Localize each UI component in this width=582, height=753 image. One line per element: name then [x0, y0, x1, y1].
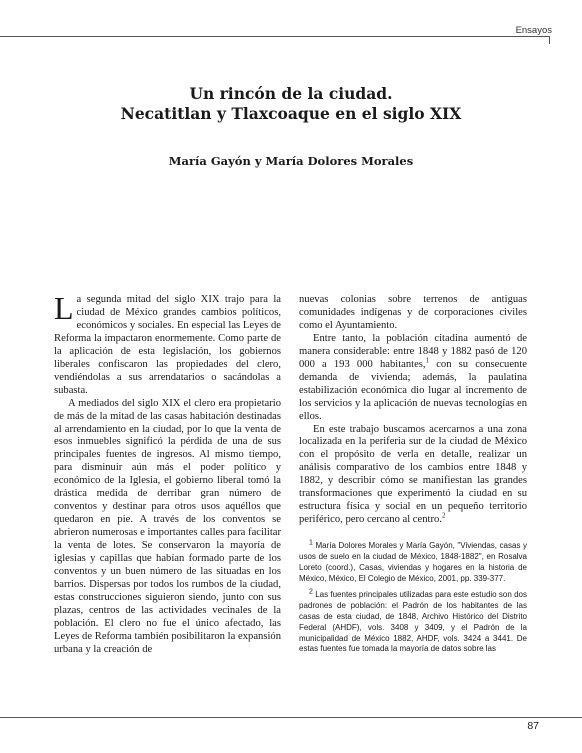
footnote-ref-1[interactable]: 1	[425, 356, 430, 365]
paragraph-4-text-a: Entre tanto, la población citadina aumentó de manera considerable: entre 1848 y 1882 pasó de 120 000 a 193 000 habitantes,	[299, 332, 527, 370]
footnote-2-text: Las fuentes principales utilizadas para este estudio son dos padrones de población: el Padrón de los habitantes de las casas de esta ciudad, de 1848, Archivo Histórico del Distrito Federal (AHDF), vols. 3408 y 3409, y el Padrón de la municipalidad de México 1882, AHDF, vols. 3424 a 3441. De estas fuentes fue tomada la mayoría de datos sobre las	[299, 590, 527, 654]
footnote-2-number: 2	[309, 588, 313, 596]
paragraph-5	[299, 424, 527, 528]
paragraph-5-text: En este trabajo buscamos acercarnos a una zona localizada en la periferia sur de la ciudad de México con el propósito de verla en detalle, realizar un análisis comparativo de los cambios entre 1848 y 1882, y describir cómo se manifiestan las grandes transformaciones que experimentó la ciudad en su estructura física y social en un pequeño territorio periférico, pero cercano al centro.	[299, 423, 527, 526]
section-label: Ensayos	[512, 25, 552, 36]
title-line-1: Un rincón de la ciudad.	[189, 84, 393, 103]
footnote-2	[299, 590, 527, 655]
footer-rule	[0, 717, 582, 718]
right-column	[299, 294, 527, 661]
footnote-1-text: María Dolores Morales y María Gayón, "Viviendas, casas y usos de suelo en la ciudad de México, 1848-1882", en Rosalva Loreto (coord.), Casas, viviendas y hogares en la historia de México, México, El Colegio de México, 2001, pp. 339-377.	[299, 541, 527, 583]
title-line-2: Necatitlan y Tlaxcoaque en el siglo XIX	[120, 104, 462, 123]
paragraph-2: A mediados del siglo XIX el clero era propietario de más de la mitad de las casas habitación destinadas al arrendamiento en la ciudad, por lo que la venta de esos inmuebles significó la pérdida de una de sus principales fuentes de ingresos. Al mismo tiempo, para disminuir aún más el poder político y económico de la Iglesia, el gobierno liberal tomó la drástica medida de derribar gran número de conventos y destinar para otros usos aquéllos que quedaron en pie. A través de los conventos se abrieron numerosas e importantes calles para facilitar la venta de lotes. Se conservaron la mayoría de iglesias y capillas que habían formado parte de los conventos y un buen número de las situadas en los barrios. Dispersas por todos los rumbos de la ciudad, estas construcciones siguieron siendo, junto con sus plazas, centros de las actividades vecinales de la población. El clero no fue el único afectado, las Leyes de Reforma también posibilitaron la expansión urbana y la creación de	[54, 397, 281, 655]
footnote-1-number: 1	[309, 539, 313, 547]
footnote-ref-2[interactable]: 2	[441, 511, 446, 520]
paragraph-4-text-b: con su consecuente demanda de vivienda; además, la paulatina estabilización económica dio lugar al incremento de los servicios y la aplicación de nuevas tecnologías en ellos.	[299, 358, 527, 422]
article-title	[0, 84, 582, 124]
paragraph-3: nuevas colonias sobre terrenos de antiguas comunidades indígenas y de corporaciones civiles como el Ayuntamiento.	[299, 294, 527, 331]
article-authors: María Gayón y María Dolores Morales	[168, 154, 414, 168]
paragraph-4	[299, 333, 527, 424]
footnotes	[299, 541, 527, 655]
page-number: 87	[527, 720, 539, 732]
drop-cap: L	[54, 290, 74, 326]
left-column	[54, 290, 281, 657]
footnote-1	[299, 541, 527, 584]
paragraph-1	[54, 290, 281, 398]
header-rule	[0, 36, 550, 37]
paragraph-1-text: a segunda mitad del siglo XIX trajo para la ciudad de México grandes cambios políticos, económicos y sociales. En especial las Leyes de Reforma la impactaron enormemente. Como parte de la aplicación de esta legislación, los gobiernos liberales confiscaron las propiedades del clero, vendiéndolas a sus arrendatarios o sacándolas a subasta.	[54, 294, 281, 396]
